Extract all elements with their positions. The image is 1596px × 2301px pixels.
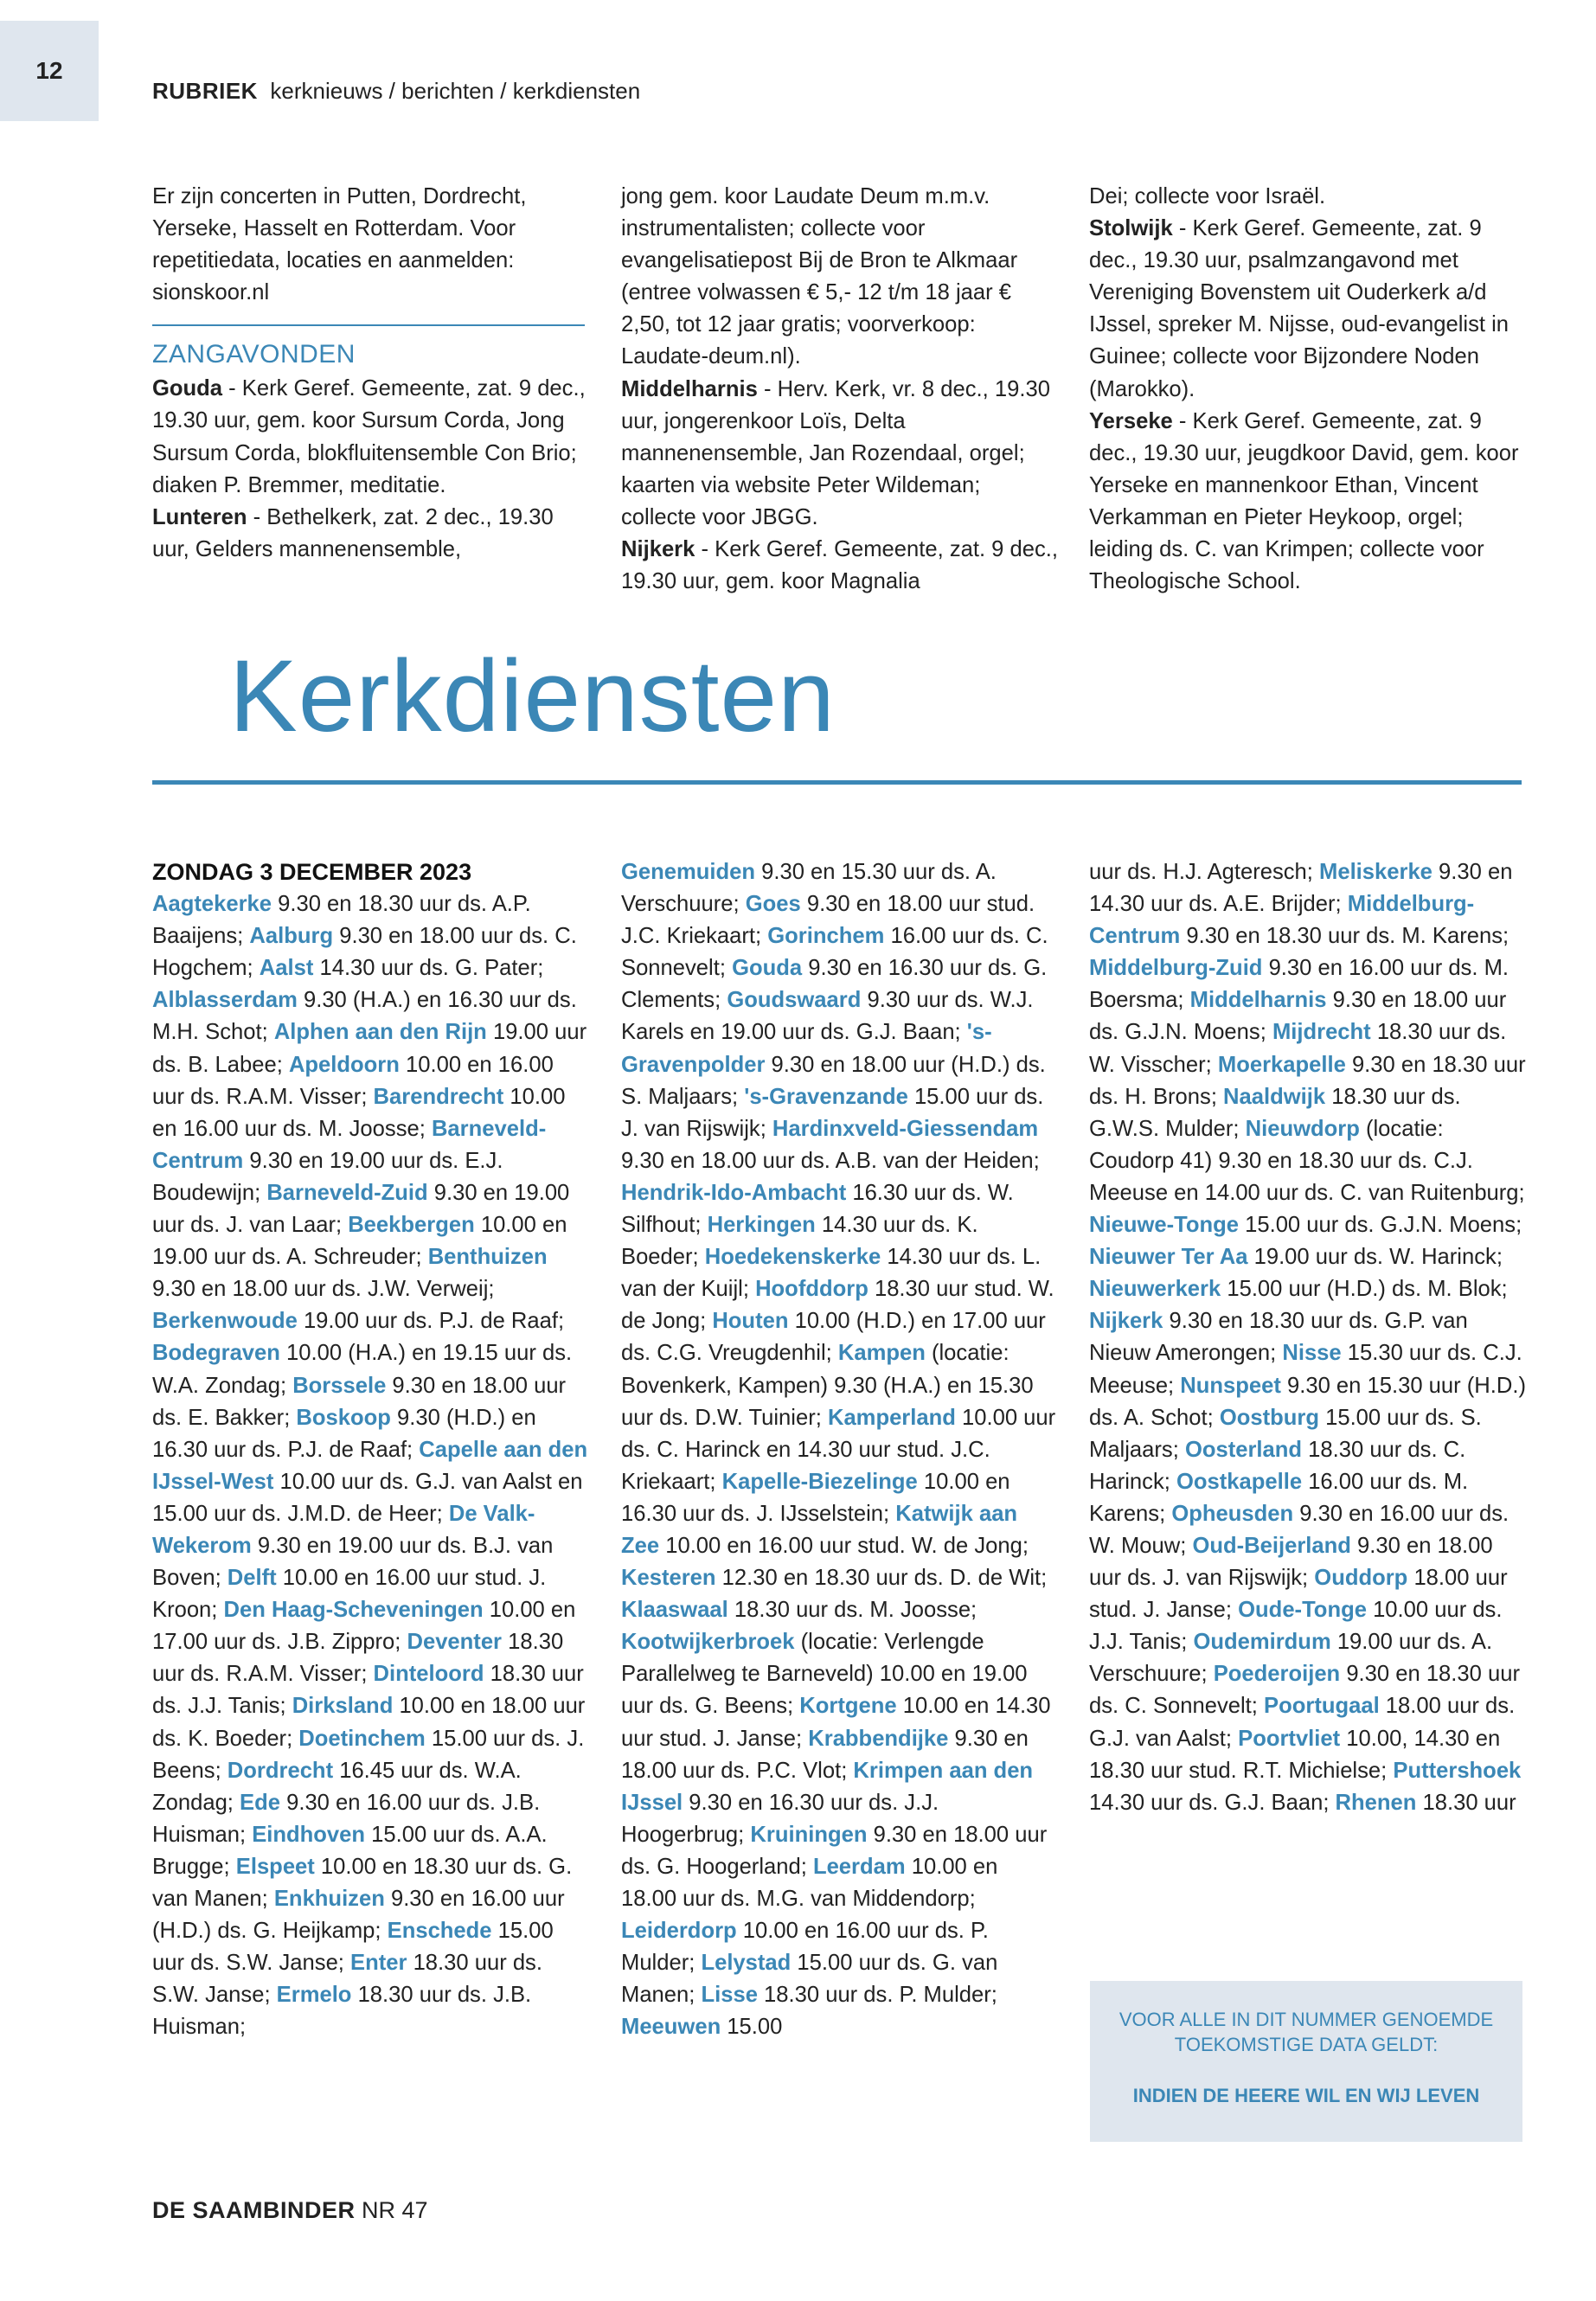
- entry-details: 10.00 uur ds. G.J. van Aalst en 15.00 uur ds. J.M.D. de Heer;: [152, 1469, 583, 1526]
- place-name: Enter: [350, 1951, 407, 1976]
- place-name: Meliskerke: [1319, 860, 1433, 884]
- entry-details: 18.30 uur ds. G.W.S. Mulder;: [1089, 1084, 1461, 1141]
- place-name: Middelburg-Centrum: [1089, 892, 1475, 949]
- entry-details: 10.00 en 14.30 uur stud. J. Janse;: [621, 1694, 1051, 1751]
- entry-details: 16.00 uur ds. M. Karens;: [1089, 1469, 1469, 1526]
- section-divider: [152, 324, 585, 326]
- place-name: Kampen: [837, 1341, 926, 1366]
- entry-details: 9.30 en 19.00 uur ds. B.J. van Boven;: [152, 1533, 554, 1591]
- entry-details: 9.30 en 18.00 uur ds. G. Hoogerland;: [621, 1822, 1048, 1879]
- entry-details: 9.30 (H.A.) en 16.30 uur ds. M.H. Schot;: [152, 988, 577, 1045]
- place-name: Kortgene: [799, 1694, 897, 1719]
- entry-details: 14.30 uur ds. G. Pater;: [313, 956, 544, 981]
- footer: [152, 2197, 428, 2224]
- place-name: Elspeet: [235, 1854, 315, 1879]
- zangavonden-entries: [1089, 213, 1526, 598]
- entry-details: (locatie: Verlengde Parallelweg te Barneveld) 10.00 en 19.00 uur ds. G. Beens;: [621, 1630, 1028, 1719]
- entry-details: 10.00 (H.D.) en 17.00 uur ds. C.G. Vreugdenhil;: [621, 1309, 1046, 1366]
- entry-details: 15.00 uur ds. J. Beens;: [152, 1726, 585, 1783]
- entry-details: 15.30 uur ds. C.J. Meeuse;: [1089, 1341, 1522, 1398]
- entry-details: 10.00 en 16.00 uur ds. M. Joosse;: [152, 1084, 566, 1141]
- notice-emphasis: INDIEN DE HEERE WIL EN WIJ LEVEN: [1132, 2085, 1480, 2106]
- entry-details: 10.00 en 18.00 uur ds. M.G. van Middendorp;: [621, 1854, 998, 1911]
- place-name: Puttershoek: [1393, 1758, 1522, 1783]
- entry-details: 9.30 en 18.00 uur (H.D.) ds. S. Maljaars;: [621, 1052, 1046, 1109]
- place-name: Oud-Beijerland: [1192, 1533, 1351, 1558]
- place-name: Oude-Tonge: [1238, 1598, 1367, 1623]
- place-name: Middelharnis: [1189, 988, 1327, 1013]
- section-header: [152, 78, 640, 105]
- entry-details: 9.30 en 16.00 uur ds. M. Boersma;: [1089, 956, 1509, 1013]
- lead-text: Dei; collecte voor Israël.: [1089, 184, 1326, 208]
- entry-details: 10.00 en 16.00 uur ds. P. Mulder;: [621, 1919, 989, 1976]
- entry-details: 14.30 uur ds. K. Boeder;: [621, 1213, 978, 1270]
- top-column-2: [621, 181, 1058, 598]
- place-name: Aalst: [259, 956, 314, 981]
- entry-details: 14.30 uur ds. L. van der Kuijl;: [621, 1245, 1042, 1302]
- entry-details: 9.30 en 18.00 uur ds. J.W. Verweij;: [152, 1277, 495, 1302]
- place-name: Nijkerk: [621, 537, 695, 562]
- place-name: Poortugaal: [1264, 1694, 1380, 1719]
- entry-details: 10.00 uur ds. C. Harinck en 14.30 uur stud. J.C. Kriekaart;: [621, 1405, 1056, 1494]
- place-name: Poortvliet: [1238, 1726, 1341, 1751]
- entry-details: - Bethelkerk, zat. 2 dec., 19.30 uur, Gelders mannenensemble,: [152, 504, 554, 561]
- entry-details: 9.30 en 19.00 uur ds. E.J. Boudewijn;: [152, 1148, 503, 1205]
- place-name: Doetinchem: [298, 1726, 426, 1751]
- place-name: Kapelle-Biezelinge: [721, 1469, 918, 1494]
- place-name: Borssele: [292, 1373, 387, 1398]
- entry-details: 10.00 en 16.30 uur ds. J. IJsselstein;: [621, 1469, 1010, 1526]
- place-name: Nieuwer Ter Aa: [1089, 1245, 1248, 1270]
- entry-details: - Herv. Kerk, vr. 8 dec., 19.30 uur, jongerenkoor Loïs, Delta mannenensemble, Jan Rozendaal, orgel; kaarten via website Peter Wildeman; collecte voor JBGG.: [621, 376, 1050, 529]
- place-name: Houten: [712, 1309, 789, 1334]
- entry-details: 15.00: [721, 2015, 783, 2040]
- place-name: Deventer: [407, 1630, 503, 1655]
- entry-details: 14.30 uur ds. G.J. Baan;: [1089, 1790, 1336, 1815]
- entry-details: - Kerk Geref. Gemeente, zat. 9 dec., 19.30 uur, gem. koor Magnalia: [621, 537, 1059, 594]
- place-name: 's-Gravenpolder: [621, 1020, 992, 1077]
- lead-text: jong gem. koor Laudate Deum m.m.v. instrumentalisten; collecte voor evangelisatiepost Bij de Bron te Alkmaar (entree volwassen € 5,- 12 t/m 18 jaar € 2,50, tot 12 jaar gratis; voorverkoop: Laudate-deum.nl).: [621, 184, 1018, 369]
- entry-details: - Kerk Geref. Gemeente, zat. 9 dec., 19.30 uur, psalmzangavond met Vereniging Bovenstem uit Ouderkerk a/d IJssel, spreker M. Nijsse, oud-evangelist in Guinee; collecte voor Bijzondere Noden (Marokko).: [1089, 216, 1509, 401]
- place-name: Meeuwen: [621, 2015, 721, 2040]
- place-name: Aagtekerke: [152, 892, 272, 917]
- entry-details: 9.30 en 18.00 uur ds. C. Hogchem;: [152, 924, 577, 981]
- entry-details: 12.30 en 18.30 uur ds. D. de Wit;: [715, 1566, 1048, 1591]
- entry-details: 10.00 en 18.00 uur ds. K. Boeder;: [152, 1694, 586, 1751]
- page-number: 12: [35, 57, 63, 84]
- entry-details: 16.30 uur ds. W. Silfhout;: [621, 1180, 1014, 1238]
- entry-details: 15.00 uur ds. G.J.N. Moens;: [1239, 1213, 1522, 1238]
- zangavonden-entries: [621, 374, 1058, 599]
- entry-details: (locatie: Bovenkerk, Kampen) 9.30 (H.A.) en 15.30 uur ds. D.W. Tuinier;: [621, 1341, 1034, 1430]
- entry-details: 15.00 uur ds. A.A. Brugge;: [152, 1822, 548, 1879]
- entry-details: 18.30 uur: [1416, 1790, 1516, 1815]
- entry-details: 10.00, 14.30 en 18.30 uur stud. R.T. Michielse;: [1089, 1726, 1501, 1783]
- entry-details: 10.00 en 19.00 uur ds. A. Schreuder;: [152, 1213, 567, 1270]
- place-name: Leiderdorp: [621, 1919, 737, 1944]
- entry-details: 15.00 uur ds. S. Maljaars;: [1089, 1405, 1482, 1462]
- entry-details: 15.00 uur ds. J. van Rijswijk;: [621, 1084, 1044, 1141]
- services-column-1: [152, 856, 589, 2043]
- place-name: Krabbendijke: [808, 1726, 949, 1751]
- entry-details: 9.30 en 16.30 uur ds. G. Clements;: [621, 956, 1048, 1013]
- entry-details: 9.30 en 18.00 uur stud. J.C. Kriekaart;: [621, 892, 1035, 949]
- entry-details: 15.00 uur ds. S.W. Janse;: [152, 1919, 554, 1976]
- entry-details: 18.30 uur ds. P. Mulder;: [757, 1983, 997, 2008]
- place-name: Apeldoorn: [288, 1052, 400, 1077]
- services-column-3: [1089, 856, 1526, 1819]
- place-name: Dinteloord: [373, 1662, 484, 1687]
- entry-details: 18.30 uur ds. C. Harinck;: [1089, 1437, 1466, 1494]
- place-name: Boskoop: [296, 1405, 391, 1430]
- place-name: Oosterland: [1184, 1437, 1303, 1462]
- place-name: Nisse: [1282, 1341, 1342, 1366]
- entry-details: 9.30 en 18.30 uur ds. C. Sonnevelt;: [1089, 1662, 1520, 1719]
- entry-details: 18.30 uur ds. S.W. Janse;: [152, 1951, 542, 2008]
- title-divider: [152, 780, 1522, 785]
- entry-details: 9.30 en 16.00 uur ds. J.B. Huisman;: [152, 1790, 541, 1847]
- place-name: Nieuwe-Tonge: [1089, 1213, 1239, 1238]
- place-name: Goes: [745, 892, 801, 917]
- entry-details: 18.00 uur ds. G.J. van Aalst;: [1089, 1694, 1516, 1751]
- place-name: Eindhoven: [252, 1822, 366, 1847]
- place-name: Nieuwerkerk: [1089, 1277, 1221, 1302]
- entry-details: 18.30 uur ds. J.B. Huisman;: [152, 1983, 532, 2040]
- services-list: [621, 856, 1058, 2043]
- place-name: Rhenen: [1335, 1790, 1417, 1815]
- continued-text: uur ds. H.J. Agteresch;: [1089, 860, 1320, 884]
- top-column-1: [152, 181, 589, 566]
- top-column-3: [1089, 181, 1526, 598]
- entry-details: 9.30 (H.D.) en 16.30 uur ds. P.J. de Raaf;: [152, 1405, 536, 1462]
- page-number-box: [0, 21, 99, 121]
- entry-details: 9.30 en 18.30 uur ds. M. Karens;: [1180, 924, 1509, 949]
- place-name: Gorinchem: [767, 924, 885, 949]
- entry-details: 10.00 en 17.00 uur ds. J.B. Zippro;: [152, 1598, 576, 1655]
- place-name: Benthuizen: [427, 1245, 548, 1270]
- entry-details: 9.30 en 18.30 uur ds. H. Brons;: [1089, 1052, 1526, 1109]
- services-list: [1089, 856, 1526, 1819]
- notice-text: VOOR ALLE IN DIT NUMMER GENOEMDE TOEKOMSTIGE DATA GELDT:: [1118, 2009, 1494, 2055]
- place-name: Enschede: [387, 1919, 492, 1944]
- place-name: Nunspeet: [1180, 1373, 1281, 1398]
- place-name: Barneveld-Zuid: [266, 1180, 428, 1205]
- place-name: Barendrecht: [373, 1084, 504, 1109]
- entry-details: 9.30 en 14.30 uur ds. A.E. Brijder;: [1089, 860, 1513, 917]
- place-name: Poederoijen: [1213, 1662, 1341, 1687]
- entry-details: 9.30 en 19.00 uur ds. J. van Laar;: [152, 1180, 570, 1238]
- place-name: Oostkapelle: [1176, 1469, 1303, 1494]
- entry-details: 9.30 en 18.30 uur ds. A.P. Baaijens;: [152, 892, 531, 949]
- entry-details: 16.00 uur ds. C. Sonnevelt;: [621, 924, 1048, 981]
- place-name: Ouddorp: [1314, 1566, 1408, 1591]
- entry-details: 10.00 en 16.00 uur stud. W. de Jong;: [659, 1533, 1029, 1558]
- place-name: Den Haag-Scheveningen: [223, 1598, 484, 1623]
- place-name: Alblasserdam: [152, 988, 298, 1013]
- entry-details: 9.30 en 18.00 uur ds. J. van Rijswijk;: [1089, 1533, 1493, 1591]
- issue-number: NR 47: [362, 2197, 428, 2223]
- place-name: Alphen aan den Rijn: [273, 1020, 487, 1045]
- entry-details: 9.30 en 16.30 uur ds. J.J. Hoogerbrug;: [621, 1790, 939, 1847]
- place-name: De Valk-Wekerom: [152, 1501, 535, 1558]
- entry-details: 9.30 en 18.00 uur ds. P.C. Vlot;: [621, 1726, 1029, 1783]
- entry-details: 9.30 en 15.30 uur (H.D.) ds. A. Schot;: [1089, 1373, 1526, 1430]
- place-name: Oostburg: [1219, 1405, 1319, 1430]
- place-name: Goudswaard: [727, 988, 862, 1013]
- place-name: Dirksland: [292, 1694, 394, 1719]
- services-column-2: [621, 856, 1058, 2043]
- place-name: Nieuwdorp: [1245, 1116, 1360, 1141]
- entry-details: 19.00 uur ds. W. Harinck;: [1247, 1245, 1503, 1270]
- place-name: Barneveld-Centrum: [152, 1116, 547, 1173]
- entry-details: 18.00 uur stud. J. Janse;: [1089, 1566, 1508, 1623]
- place-name: Hardinxveld-Giessendam: [772, 1116, 1039, 1141]
- entry-details: 18.30 uur stud. W. de Jong;: [621, 1277, 1054, 1334]
- entry-details: 10.00 uur ds. J.J. Tanis;: [1089, 1598, 1503, 1655]
- entry-details: 10.00 en 18.30 uur ds. G. van Manen;: [152, 1854, 573, 1911]
- place-name: Hoedekenskerke: [704, 1245, 881, 1270]
- place-name: Middelburg-Zuid: [1089, 956, 1263, 981]
- place-name: Opheusden: [1171, 1501, 1294, 1526]
- zangavonden-heading: ZANGAVONDEN: [152, 340, 356, 369]
- entry-details: 9.30 en 18.00 uur ds. G.J.N. Moens;: [1089, 988, 1507, 1045]
- place-name: Genemuiden: [621, 860, 756, 884]
- entry-details: 9.30 uur ds. W.J. Karels en 19.00 uur ds. G.J. Baan;: [621, 988, 1034, 1045]
- entry-details: 16.45 uur ds. W.A. Zondag;: [152, 1758, 522, 1815]
- section-path: kerknieuws / berichten / kerkdiensten: [270, 78, 641, 104]
- entry-details: 9.30 en 18.30 uur ds. G.P. van Nieuw Amerongen;: [1089, 1309, 1468, 1366]
- entry-details: 9.30 en 18.00 uur ds. E. Bakker;: [152, 1373, 567, 1430]
- entry-details: 10.00 en 16.00 uur ds. R.A.M. Visser;: [152, 1052, 554, 1109]
- entry-details: 18.30 uur ds. W. Visscher;: [1089, 1020, 1507, 1077]
- place-name: Middelharnis: [621, 376, 758, 401]
- place-name: Krimpen aan den IJssel: [621, 1758, 1034, 1815]
- place-name: Gouda: [152, 376, 223, 401]
- day-heading: ZONDAG 3 DECEMBER 2023: [152, 859, 472, 885]
- entry-details: 9.30 en 16.00 uur (H.D.) ds. G. Heijkamp;: [152, 1887, 565, 1944]
- place-name: Stolwijk: [1089, 216, 1173, 241]
- intro-text: Er zijn concerten in Putten, Dordrecht, Yerseke, Hasselt en Rotterdam. Voor repetitiedata, locaties en aanmelden: sionskoor.nl: [152, 184, 527, 305]
- entry-details: - Kerk Geref. Gemeente, zat. 9 dec., 19.30 uur, gem. koor Sursum Corda, Jong Sursum Corda, blokfluitensemble Con Brio; diaken P. Bremmer, meditatie.: [152, 376, 586, 497]
- services-list: [152, 888, 589, 2043]
- place-name: Ermelo: [276, 1983, 352, 2008]
- place-name: Bodegraven: [152, 1341, 280, 1366]
- entry-details: 15.00 uur (H.D.) ds. M. Blok;: [1221, 1277, 1508, 1302]
- place-name: Naaldwijk: [1223, 1084, 1326, 1109]
- place-name: Lelystad: [701, 1951, 792, 1976]
- place-name: Yerseke: [1089, 408, 1173, 433]
- entry-details: 18.30 uur ds. M. Joosse;: [727, 1598, 977, 1623]
- place-name: Beekbergen: [348, 1213, 475, 1238]
- place-name: Kruiningen: [750, 1822, 868, 1847]
- entry-details: 9.30 en 18.00 uur ds. A.B. van der Heiden;: [621, 1148, 1040, 1173]
- place-name: Katwijk aan Zee: [621, 1501, 1018, 1558]
- place-name: Herkingen: [707, 1213, 816, 1238]
- place-name: Kesteren: [621, 1566, 716, 1591]
- entry-details: 19.00 uur ds. P.J. de Raaf;: [297, 1309, 565, 1334]
- place-name: 's-Gravenzande: [744, 1084, 908, 1109]
- place-name: Nijkerk: [1089, 1309, 1163, 1334]
- magazine-name: DE SAAMBINDER: [152, 2197, 356, 2223]
- place-name: Oudemirdum: [1193, 1630, 1331, 1655]
- page-title: Kerkdiensten: [229, 639, 836, 753]
- entry-details: 19.00 uur ds. B. Labee;: [152, 1020, 587, 1077]
- place-name: Berkenwoude: [152, 1309, 298, 1334]
- place-name: Mijdrecht: [1272, 1020, 1371, 1045]
- place-name: Ede: [240, 1790, 280, 1815]
- place-name: Capelle aan den IJssel-West: [152, 1437, 588, 1494]
- place-name: Moerkapelle: [1217, 1052, 1346, 1077]
- place-name: Lunteren: [152, 504, 247, 529]
- entry-details: 19.00 uur ds. A. Verschuure;: [1089, 1630, 1493, 1687]
- place-name: Aalburg: [249, 924, 334, 949]
- section-label: RUBRIEK: [152, 78, 258, 104]
- entry-details: 9.30 en 15.30 uur ds. A. Verschuure;: [621, 860, 997, 917]
- zangavonden-entries: [152, 373, 589, 566]
- place-name: Klaaswaal: [621, 1598, 728, 1623]
- place-name: Lisse: [701, 1983, 758, 2008]
- entry-details: (locatie: Coudorp 41) 9.30 en 18.30 uur ds. C.J. Meeuse en 14.00 uur ds. C. van Ruitenburg;: [1089, 1116, 1525, 1205]
- entry-details: 18.30 uur ds. J.J. Tanis;: [152, 1662, 584, 1719]
- place-name: Gouda: [732, 956, 803, 981]
- entry-details: 18.30 uur ds. R.A.M. Visser;: [152, 1630, 564, 1687]
- place-name: Delft: [227, 1566, 277, 1591]
- place-name: Dordrecht: [227, 1758, 334, 1783]
- entry-details: 10.00 (H.A.) en 19.15 uur ds. W.A. Zondag;: [152, 1341, 573, 1398]
- place-name: Enkhuizen: [273, 1887, 385, 1911]
- entry-details: 15.00 uur ds. G. van Manen;: [621, 1951, 998, 2008]
- place-name: Hendrik-Ido-Ambacht: [621, 1180, 847, 1205]
- entry-details: 10.00 en 16.00 uur stud. J. Kroon;: [152, 1566, 547, 1623]
- entry-details: 9.30 en 16.00 uur ds. W. Mouw;: [1089, 1501, 1509, 1558]
- place-name: Hoofddorp: [755, 1277, 869, 1302]
- place-name: Kamperland: [827, 1405, 956, 1430]
- place-name: Kootwijkerbroek: [621, 1630, 795, 1655]
- entry-details: - Kerk Geref. Gemeente, zat. 9 dec., 19.30 uur, jeugdkoor David, gem. koor Yerseke en mannenkoor Ethan, Vincent Verkamman en Pieter Heykoop, orgel; leiding ds. C. van Krimpen; collecte voor Theologische School.: [1089, 408, 1519, 594]
- place-name: Leerdam: [812, 1854, 906, 1879]
- notice-box: [1090, 1981, 1522, 2142]
